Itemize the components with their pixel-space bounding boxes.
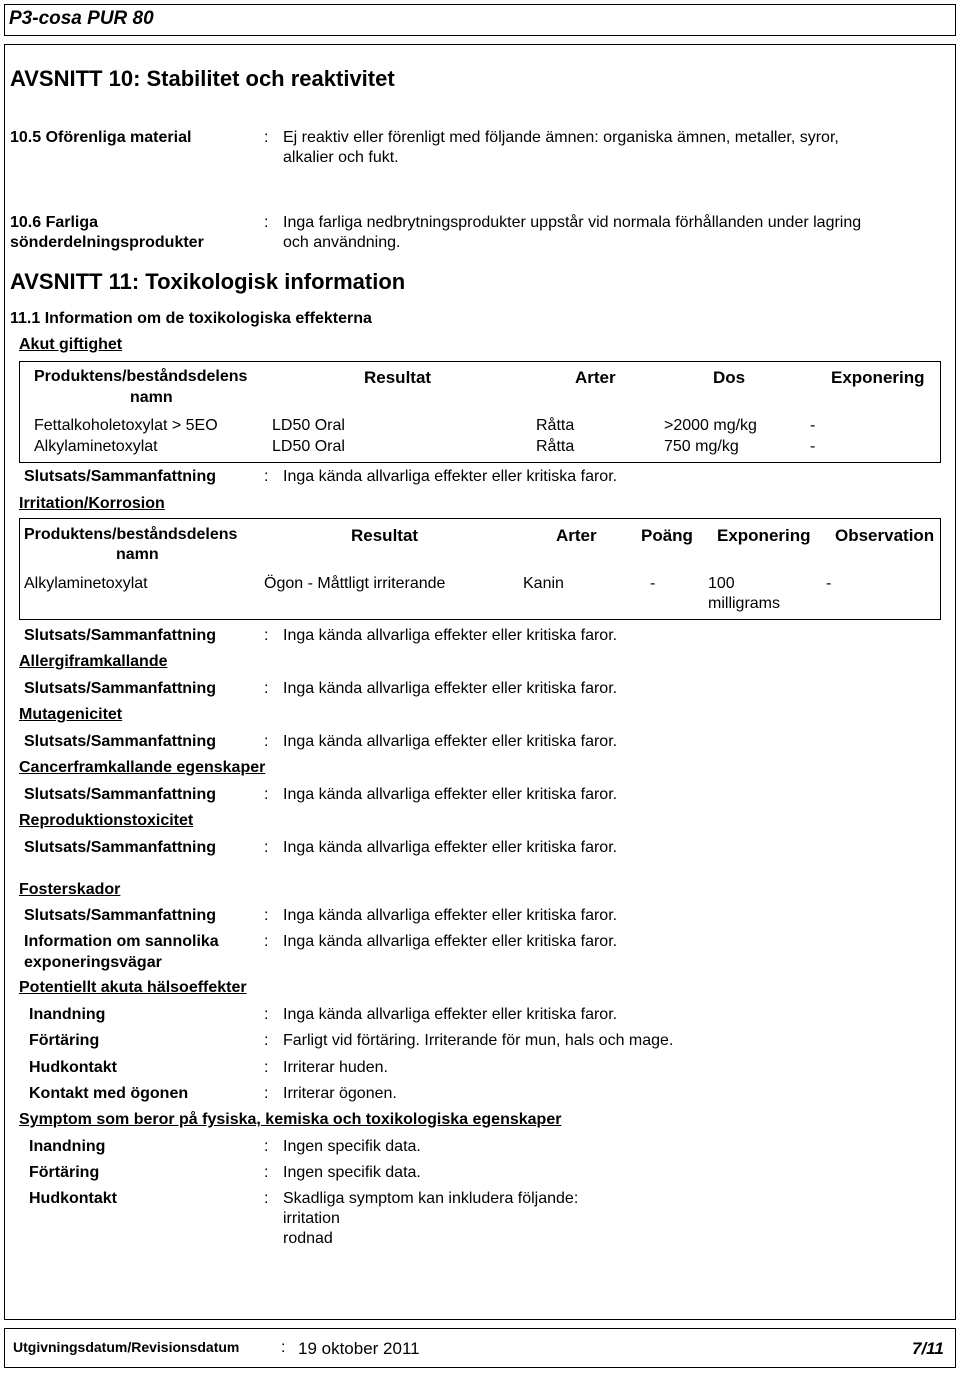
- symptom-skin-value-3: rodnad: [283, 1230, 333, 1247]
- fetal-summary-value: Inga kända allvarliga effekter eller kritiska faror.: [283, 907, 618, 924]
- page-number: 7/11: [912, 1339, 944, 1358]
- exposure-routes-label-1: Information om sannolika: [24, 933, 219, 950]
- irritation-summary-label: Slutsats/Sammanfattning: [24, 627, 217, 644]
- row-10-5-value-1: Ej reaktiv eller förenligt med följande ämnen: organiska ämnen, metaller, syror,: [283, 129, 839, 146]
- carcinogenicity-heading: Cancerframkallande egenskaper: [19, 759, 266, 776]
- row-10-5-value-2: alkalier och fukt.: [283, 149, 399, 166]
- product-name: P3-cosa PUR 80: [9, 8, 154, 29]
- t1-row1-name: Fettalkoholetoxylat > 5EO: [34, 417, 218, 434]
- t1-row1-result: LD50 Oral: [272, 417, 345, 434]
- t1-header-exposure: Exponering: [831, 368, 925, 387]
- acute-inhalation-colon: :: [264, 1006, 269, 1023]
- exposure-routes-label-2: exponeringsvägar: [24, 954, 162, 971]
- mutagenicity-summary-label: Slutsats/Sammanfattning: [24, 733, 217, 750]
- t1-row2-result: LD50 Oral: [272, 438, 345, 455]
- t1-row2-name: Alkylaminetoxylat: [34, 438, 158, 455]
- section-10-title: AVSNITT 10: Stabilitet och reaktivitet: [10, 66, 395, 91]
- symptom-ingestion-label: Förtäring: [29, 1164, 100, 1181]
- acute-summary-colon: :: [264, 468, 269, 485]
- symptom-ingestion-value: Ingen specifik data.: [283, 1164, 421, 1181]
- carcinogenicity-summary-label: Slutsats/Sammanfattning: [24, 786, 217, 803]
- exposure-routes-value: Inga kända allvarliga effekter eller kritiska faror.: [283, 933, 618, 950]
- reproductive-toxicity-heading: Reproduktionstoxicitet: [19, 812, 194, 829]
- fetal-damage-heading: Fosterskador: [19, 881, 121, 898]
- acute-ingestion-label: Förtäring: [29, 1032, 100, 1049]
- symptoms-heading: Symptom som beror på fysiska, kemiska och toxikologiska egenskaper: [19, 1111, 562, 1128]
- acute-summary-value: Inga kända allvarliga effekter eller kritiska faror.: [283, 468, 618, 485]
- t2-header-score: Poäng: [641, 526, 693, 545]
- acute-summary-label: Slutsats/Sammanfattning: [24, 468, 217, 485]
- acute-skin-colon: :: [264, 1059, 269, 1076]
- symptom-skin-value-1: Skadliga symptom kan inkludera följande:: [283, 1190, 579, 1207]
- fetal-summary-label: Slutsats/Sammanfattning: [24, 907, 217, 924]
- mutagenicity-summary-colon: :: [264, 733, 269, 750]
- symptom-inhalation-label: Inandning: [29, 1138, 106, 1155]
- t1-row1-exposure: -: [810, 417, 816, 434]
- t2-header-result: Resultat: [351, 526, 419, 545]
- t2-header-name-1: Produktens/beståndsdelens: [24, 526, 238, 543]
- potential-acute-heading: Potentiellt akuta hälsoeffekter: [19, 979, 247, 996]
- section-11-1-title: 11.1 Information om de toxikologiska effekterna: [10, 310, 372, 327]
- acute-skin-label: Hudkontakt: [29, 1059, 117, 1076]
- acute-eye-label: Kontakt med ögonen: [29, 1085, 189, 1102]
- fetal-summary-colon: :: [264, 907, 269, 924]
- t2-header-species: Arter: [556, 526, 597, 545]
- acute-skin-value: Irriterar huden.: [283, 1059, 388, 1076]
- carcinogenicity-summary-value: Inga kända allvarliga effekter eller kritiska faror.: [283, 786, 618, 803]
- acute-inhalation-value: Inga kända allvarliga effekter eller kritiska faror.: [283, 1006, 618, 1023]
- row-10-6-value-2: och användning.: [283, 234, 401, 251]
- mutagenicity-heading: Mutagenicitet: [19, 706, 123, 723]
- t2-header-exposure: Exponering: [717, 526, 811, 545]
- t2-row-exposure-1: 100: [708, 575, 735, 592]
- row-10-6-label-1: 10.6 Farliga: [10, 214, 99, 231]
- symptom-ingestion-colon: :: [264, 1164, 269, 1181]
- footer-date: 19 oktober 2011: [298, 1339, 420, 1358]
- t1-header-dose: Dos: [713, 368, 746, 387]
- t1-row1-species: Råtta: [536, 417, 575, 434]
- irritation-summary-colon: :: [264, 627, 269, 644]
- t1-row2-dose: 750 mg/kg: [664, 438, 739, 455]
- t2-row-result: Ögon - Måttligt irriterande: [264, 575, 446, 592]
- reproductive-summary-colon: :: [264, 839, 269, 856]
- t1-row1-dose: >2000 mg/kg: [664, 417, 757, 434]
- t2-row-observation: -: [826, 575, 832, 592]
- row-10-5-label: 10.5 Oförenliga material: [10, 129, 192, 146]
- t1-header-name-2: namn: [130, 389, 173, 406]
- acute-inhalation-label: Inandning: [29, 1006, 106, 1023]
- allergy-heading: Allergiframkallande: [19, 653, 168, 670]
- t1-header-species: Arter: [575, 368, 616, 387]
- acute-ingestion-colon: :: [264, 1032, 269, 1049]
- allergy-summary-value: Inga kända allvarliga effekter eller kritiska faror.: [283, 680, 618, 697]
- t1-header-name-1: Produktens/beståndsdelens: [34, 368, 248, 385]
- row-10-6-colon: :: [264, 214, 269, 231]
- symptom-inhalation-value: Ingen specifik data.: [283, 1138, 421, 1155]
- row-10-6-label-2: sönderdelningsprodukter: [10, 234, 204, 251]
- t2-row-score: -: [650, 575, 656, 592]
- exposure-routes-colon: :: [264, 933, 269, 950]
- reproductive-summary-label: Slutsats/Sammanfattning: [24, 839, 217, 856]
- row-10-5-colon: :: [264, 129, 269, 146]
- allergy-summary-colon: :: [264, 680, 269, 697]
- symptom-skin-colon: :: [264, 1190, 269, 1207]
- irritation-summary-value: Inga kända allvarliga effekter eller kritiska faror.: [283, 627, 618, 644]
- t2-row-name: Alkylaminetoxylat: [24, 575, 148, 592]
- t2-row-exposure-2: milligrams: [708, 595, 780, 612]
- t1-row2-exposure: -: [810, 438, 816, 455]
- acute-eye-value: Irriterar ögonen.: [283, 1085, 397, 1102]
- t1-row2-species: Råtta: [536, 438, 575, 455]
- irritation-heading: Irritation/Korrosion: [19, 495, 165, 512]
- t2-header-observation: Observation: [835, 526, 935, 545]
- symptom-inhalation-colon: :: [264, 1138, 269, 1155]
- row-10-6-value-1: Inga farliga nedbrytningsprodukter uppstår vid normala förhållanden under lagring: [283, 214, 862, 231]
- t2-row-species: Kanin: [523, 575, 564, 592]
- allergy-summary-label: Slutsats/Sammanfattning: [24, 680, 217, 697]
- t1-header-result: Resultat: [364, 368, 432, 387]
- symptom-skin-value-2: irritation: [283, 1210, 340, 1227]
- symptom-skin-label: Hudkontakt: [29, 1190, 117, 1207]
- reproductive-summary-value: Inga kända allvarliga effekter eller kritiska faror.: [283, 839, 618, 856]
- footer-date-label: Utgivningsdatum/Revisionsdatum: [13, 1339, 240, 1355]
- carcinogenicity-summary-colon: :: [264, 786, 269, 803]
- acute-toxicity-heading: Akut giftighet: [19, 336, 123, 353]
- acute-eye-colon: :: [264, 1085, 269, 1102]
- mutagenicity-summary-value: Inga kända allvarliga effekter eller kritiska faror.: [283, 733, 618, 750]
- footer-colon: :: [281, 1339, 286, 1356]
- acute-ingestion-value: Farligt vid förtäring. Irriterande för mun, hals och mage.: [283, 1032, 674, 1049]
- t2-header-name-2: namn: [116, 546, 159, 563]
- section-11-title: AVSNITT 11: Toxikologisk information: [10, 269, 406, 294]
